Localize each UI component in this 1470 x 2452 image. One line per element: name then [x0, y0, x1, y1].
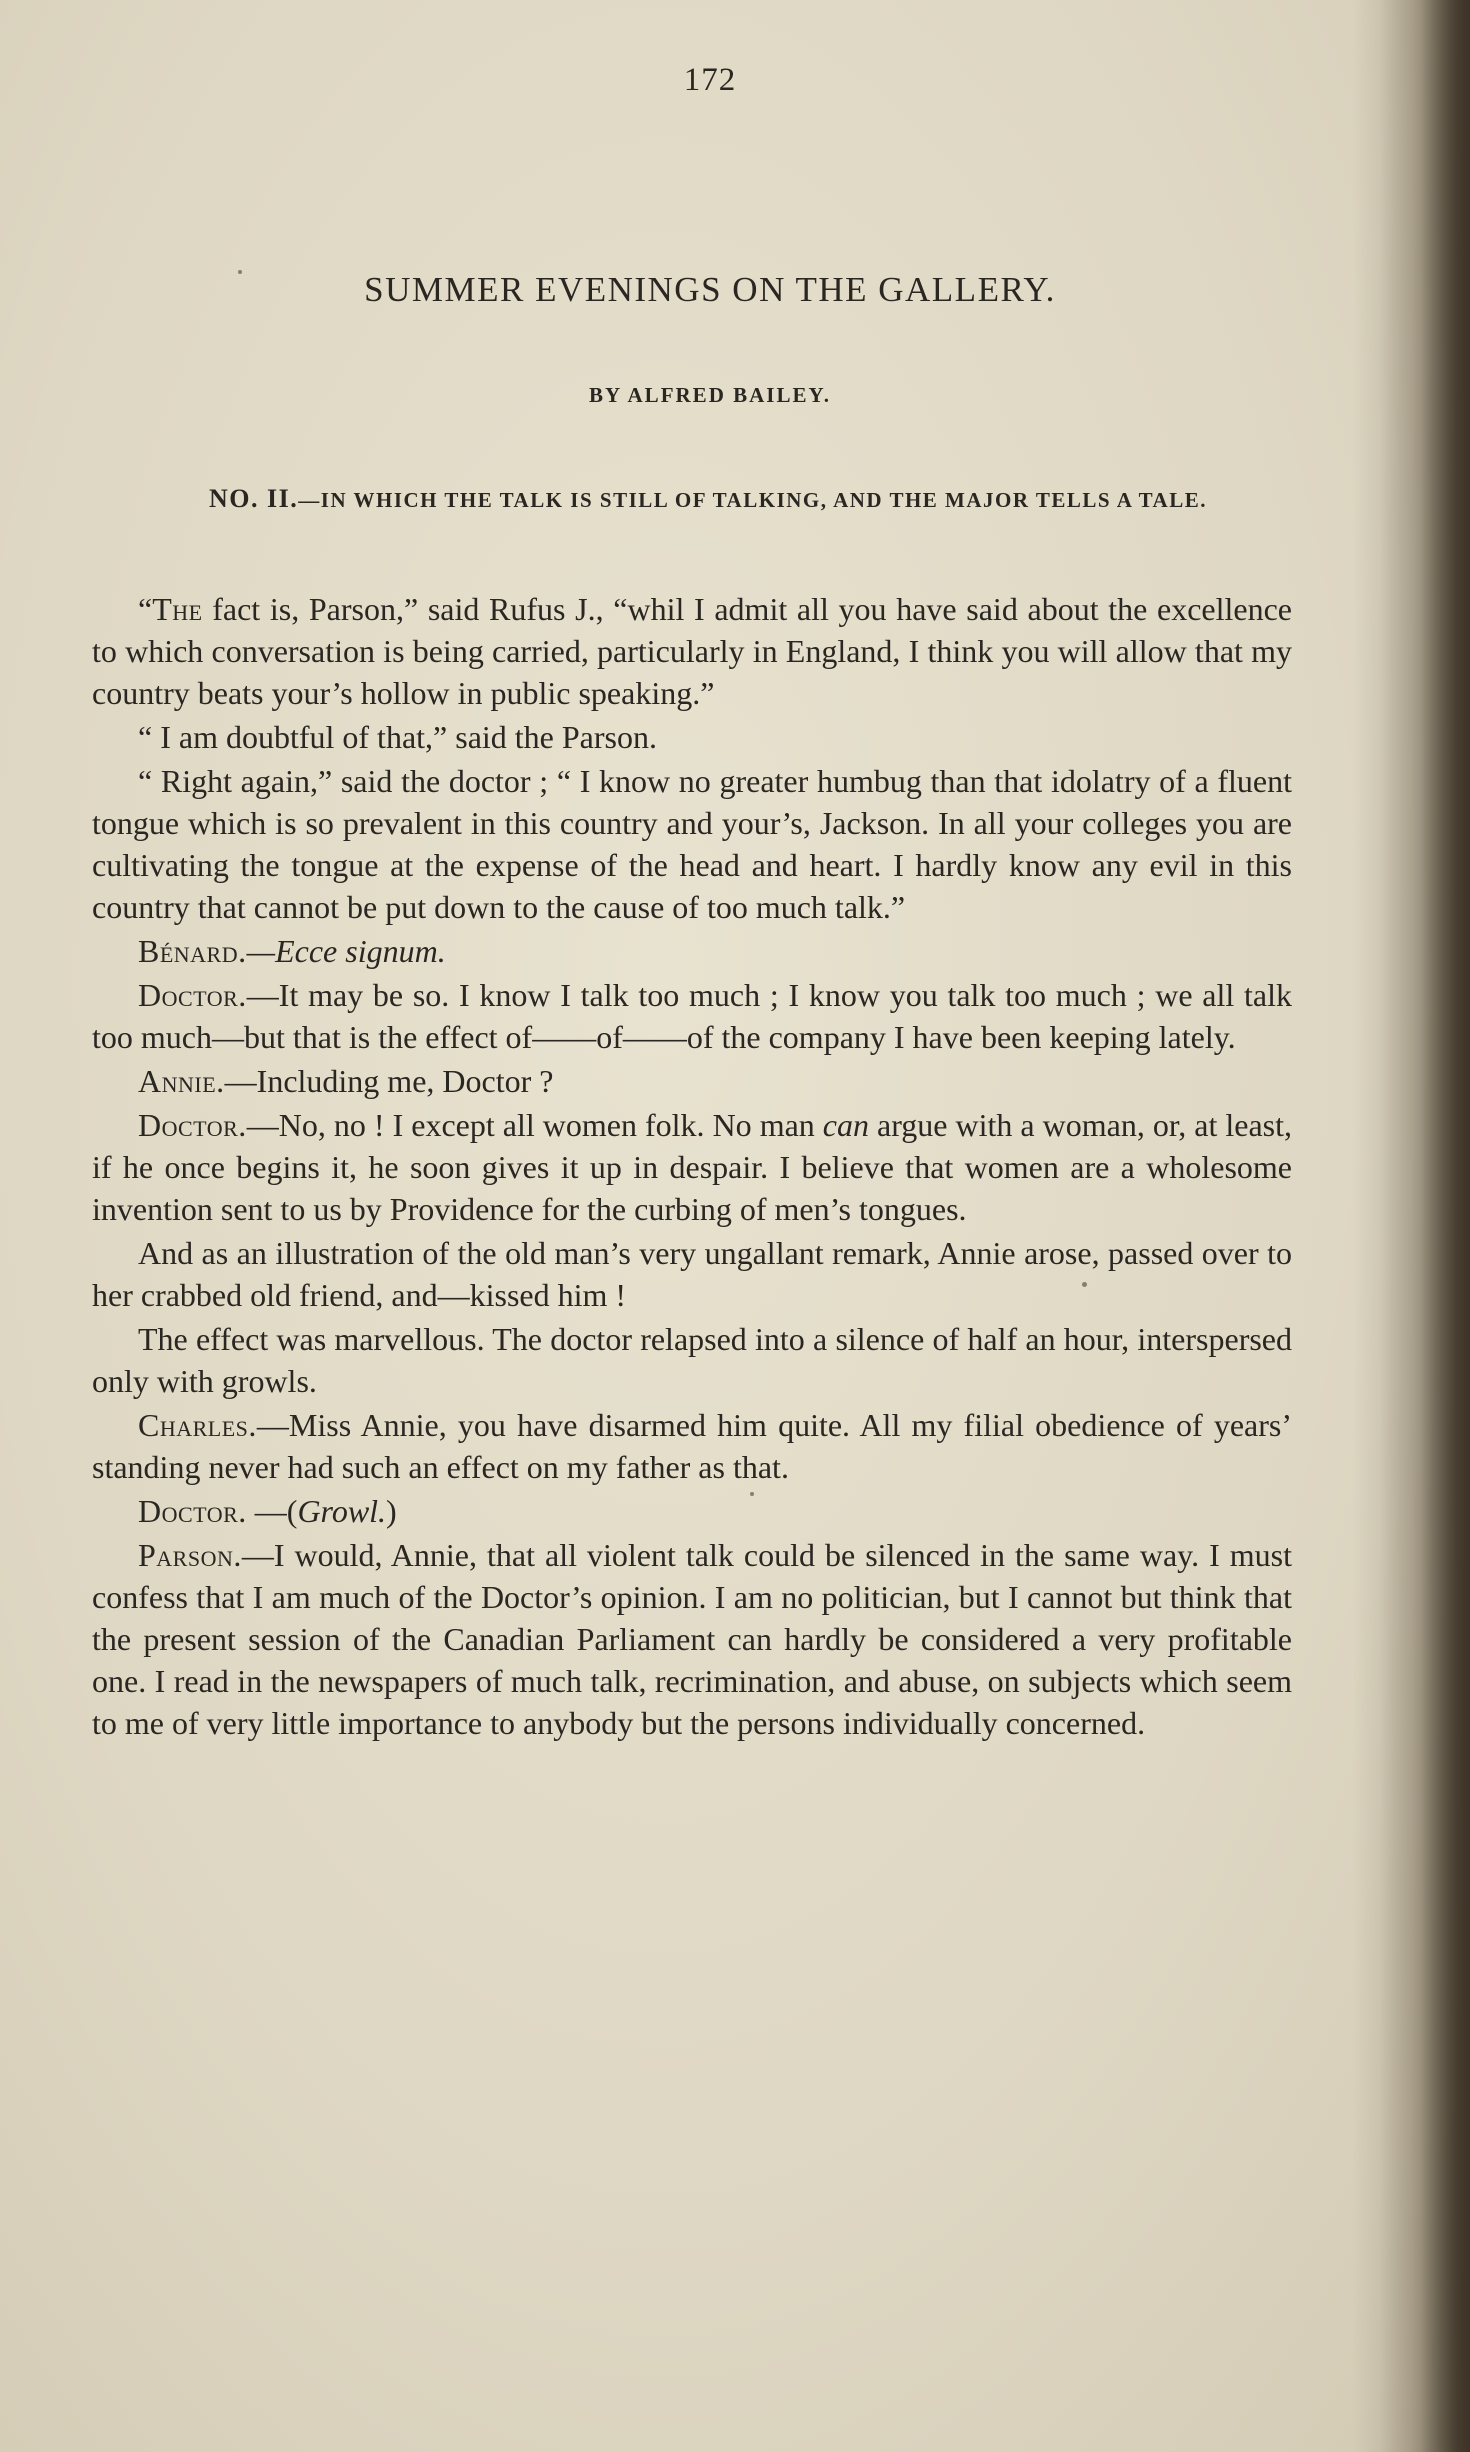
paragraph: Doctor.—No, no ! I except all women folk. No man can argue with a woman, or, at least, if he once begins it, he soon gives it up in despair. I believe that women are a wholesome invention sent to us by Providence for the curbing of men’s tongues.	[92, 1107, 1292, 1227]
paragraph: Charles.—Miss Annie, you have disarmed him quite. All my filial obedience of years’ standing never had such an effect on my father as that.	[92, 1407, 1292, 1485]
paragraph: “ I am doubtful of that,” said the Parson.	[138, 719, 657, 755]
page-number: 172	[683, 62, 737, 98]
paragraph: Bénard.—Ecce signum.	[138, 933, 446, 969]
page-gutter-shadow	[1380, 0, 1470, 2452]
article-body	[92, 588, 1292, 1744]
speaker-name: Annie.	[138, 1063, 225, 1099]
article-title: SUMMER EVENINGS ON THE GALLERY.	[364, 270, 1056, 309]
paragraph: Doctor.—It may be so. I know I talk too much ; I know you talk too much ; we all talk too much—but that is the effect of——of——of the company I have been keeping lately.	[92, 977, 1292, 1055]
speaker-name: Doctor.	[138, 1493, 247, 1529]
ink-speck	[750, 1492, 754, 1496]
paragraph: “The fact is, Parson,” said Rufus J., “whil I admit all you have said about the excellence to which conversation is being carried, particularly in England, I think you will allow that my country beats your’s hollow in public speaking.”	[92, 591, 1292, 711]
chapter-subtitle	[108, 478, 1308, 521]
paragraph: And as an illustration of the old man’s very ungallant remark, Annie arose, passed over to her crabbed old friend, and—kissed him !	[92, 1235, 1292, 1313]
chapter-description: —IN WHICH THE TALK IS STILL OF TALKING, AND THE MAJOR TELLS A TALE.	[298, 488, 1207, 512]
speaker-name: Doctor.	[138, 977, 247, 1013]
speaker-name: Doctor.	[138, 1107, 247, 1143]
paragraph: Parson.—I would, Annie, that all violent talk could be silenced in the same way. I must confess that I am much of the Doctor’s opinion. I am no politician, but I cannot but think that the present session of the Canadian Parliament can hardly be considered a very profitable one. I read in the newspapers of much talk, recrimination, and abuse, on subjects which seem to me of very little importance to anybody but the persons individually concerned.	[92, 1537, 1292, 1741]
speaker-name: Charles.	[138, 1407, 257, 1443]
chapter-number: NO. II.	[209, 484, 299, 513]
paragraph: Annie.—Including me, Doctor ?	[138, 1063, 554, 1099]
speaker-name: Parson.	[138, 1537, 242, 1573]
ink-speck	[1082, 1282, 1087, 1287]
paragraph: The effect was marvellous. The doctor relapsed into a silence of half an hour, interspersed only with growls.	[92, 1321, 1292, 1399]
ink-speck	[238, 270, 242, 274]
author-byline: BY ALFRED BAILEY.	[589, 383, 831, 407]
paragraph: “ Right again,” said the doctor ; “ I know no greater humbug than that idolatry of a fluent tongue which is so prevalent in this country and your’s, Jackson. In all your colleges you are cultivating the tongue at the expense of the head and heart. I hardly know any evil in this country that cannot be put down to the cause of too much talk.”	[92, 763, 1292, 925]
speaker-name: Bénard.	[138, 933, 247, 969]
speaker-name: The	[152, 591, 203, 627]
paragraph: Doctor. —(Growl.)	[138, 1493, 397, 1529]
